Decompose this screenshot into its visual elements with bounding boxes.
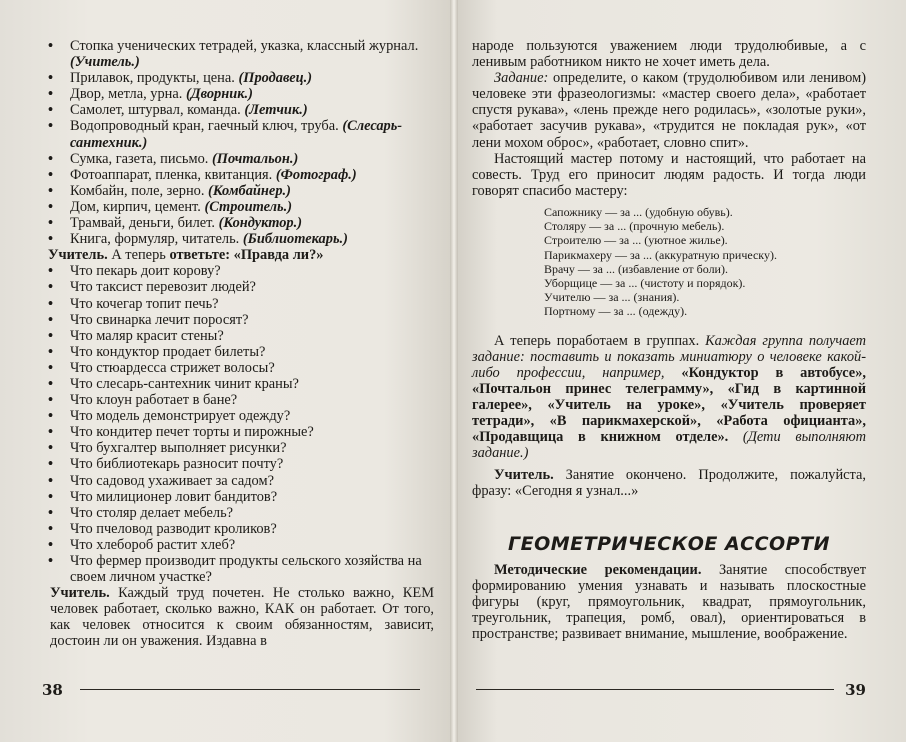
question-item: • Что фермер производит продукты сельского хозяйства на своем личном участке? <box>48 553 434 585</box>
list-item-text: Книга, формуляр, читатель. <box>70 231 243 248</box>
list-item <box>48 183 434 199</box>
thanks-item: Строителю — за ... (уютное жилье). <box>544 233 728 248</box>
list-item <box>48 167 434 183</box>
recommendations-paragraph <box>472 562 866 642</box>
question-item: • Что пчеловод разводит кроликов? <box>48 521 434 537</box>
ending-teacher-label: Учитель. <box>494 467 554 484</box>
thanks-item: Врачу — за ... (избавление от боли). <box>544 261 728 276</box>
list-item-answer: (Продавец.) <box>238 70 313 87</box>
list-item-answer: (Строитель.) <box>204 198 293 215</box>
list-item <box>48 151 434 167</box>
groups-paragraph <box>472 333 866 462</box>
thanks-item: Учителю — за ... (знания). <box>544 290 680 305</box>
right-page <box>452 0 906 742</box>
thanks-item: Сапожнику — за ... (удобную обувь). <box>544 204 733 219</box>
list-item-text: Фотоаппарат, пленка, квитанция. <box>70 166 276 183</box>
question-item: • Что столяр делает мебель? <box>48 505 434 521</box>
left-page <box>0 0 452 742</box>
question-item: • Что пекарь доит корову? <box>48 263 434 279</box>
ending-text: Занятие окончено. Продолжите, пожалуйста, фразу: «Сегодня я узнал...» <box>472 467 866 500</box>
closing-teacher-label: Учитель. <box>50 585 110 602</box>
list-item <box>48 38 434 70</box>
master-paragraph: Настоящий мастер потому и настоящий, что работает на совесть. Труд его приносит людям радость. И тогда люди говорят спасибо мастеру: <box>472 150 866 199</box>
list-item <box>48 86 434 102</box>
list-item-answer: (Летчик.) <box>244 102 308 119</box>
list-item-text: Трамвай, деньги, билет. <box>70 215 219 232</box>
question-item: • Что маляр красит стены? <box>48 328 434 344</box>
recommendations-label: Методические рекомендации. <box>494 561 702 578</box>
question-item: • Что кондуктор продает билеты? <box>48 344 434 360</box>
question-item: • Что кочегар топит печь? <box>48 296 434 312</box>
list-item <box>48 118 434 150</box>
list-item-answer: (Кондуктор.) <box>218 215 303 232</box>
list-item-answer: (Комбайнер.) <box>208 182 291 199</box>
question-item: • Что слесарь-сантехник чинит краны? <box>48 376 434 392</box>
task-paragraph <box>472 70 866 150</box>
continuation-text: народе пользуются уважением люди трудолюбивые, а с ленивым работником никто не хочет иметь дела. <box>472 38 866 71</box>
list-item-answer: (Учитель.) <box>70 54 140 71</box>
list-item-text: Стопка ученических тетрадей, указка, классный журнал. <box>70 38 419 54</box>
closing-text: Каждый труд почетен. Не столько важно, КЕМ человек работает, сколько важно, КАК он работает. От того, как человек относится к своим обязанностям, зависит, достоин ли он уважения. Издавна в <box>50 585 434 650</box>
list-item-text: Сумка, газета, письмо. <box>70 150 212 167</box>
list-item <box>48 199 434 215</box>
task-text: определите, о каком (трудолюбивом или ленивом) человеке эти фразеологизмы: «мастер своего дела», «работает спустя рукава», «лень прежде него родилась», «золотые руки», «работает засучив рукава», «трудится не покладая рук», «от лени мохом оброс», «работает, словно спит». <box>472 70 866 151</box>
groups-italic-end: (Дети выполняют задание.) <box>472 429 866 462</box>
thanks-item: Парикмахеру — за ... (аккуратную прическу). <box>544 247 777 262</box>
question-item: • Что стюардесса стрижет волосы? <box>48 360 434 376</box>
footer-rule-right <box>476 689 834 690</box>
list-item-answer: (Слесарь-сантехник.) <box>70 118 403 151</box>
list-item-answer: (Почтальон.) <box>211 150 299 167</box>
spacer <box>472 325 866 333</box>
list-item <box>48 231 434 247</box>
thanks-item: Портному — за ... (одежду). <box>544 304 688 319</box>
recommendations-text: Занятие способствует формированию умения узнавать и называть плоскостные фигуры (круг, прямоугольник, квадрат, прямоугольник, треугольник, трапеция, ромб, овал), ориентироваться в пространстве; развивает внимание, мышление, воображение. <box>472 561 866 642</box>
ending-paragraph <box>472 467 866 499</box>
list-item-text: Дом, кирпич, цемент. <box>70 198 205 215</box>
questions-list <box>48 263 434 585</box>
page-number-left: 38 <box>42 680 63 699</box>
footer-rule-left <box>80 689 420 690</box>
teacher-prompt <box>48 247 434 263</box>
question-item: • Что кондитер печет торты и пирожные? <box>48 424 434 440</box>
groups-text: А теперь поработаем в группах. <box>494 332 706 349</box>
question-item: • Что библиотекарь разносит почту? <box>48 456 434 472</box>
list-item-answer: (Фотограф.) <box>275 166 357 183</box>
list-item-text: Водопроводный кран, гаечный ключ, труба. <box>70 118 343 135</box>
question-item: • Что клоун работает в бане? <box>48 392 434 408</box>
list-item <box>48 215 434 231</box>
thanks-list <box>472 205 866 319</box>
list-item <box>48 70 434 86</box>
teacher-prompt-bold: ответьте: «Правда ли?» <box>169 247 324 264</box>
question-item: • Что модель демонстрирует одежду? <box>48 408 434 424</box>
list-item-answer: (Дворник.) <box>185 86 253 103</box>
question-item: • Что садовод ухаживает за садом? <box>48 473 434 489</box>
question-item: • Что бухгалтер выполняет рисунки? <box>48 440 434 456</box>
question-item: • Что таксист перевозит людей? <box>48 279 434 295</box>
thanks-item: Столяру — за ... (прочную мебель). <box>544 219 725 234</box>
question-item: • Что хлебороб растит хлеб? <box>48 537 434 553</box>
list-item-text: Двор, метла, урна. <box>70 86 186 103</box>
items-list <box>48 38 434 247</box>
list-item-text: Прилавок, продукты, цена. <box>70 70 239 87</box>
teacher-prompt-text: А теперь <box>107 247 170 264</box>
question-item: • Что свинарка лечит поросят? <box>48 312 434 328</box>
section-title: ГЕОМЕТРИЧЕСКОЕ АССОРТИ <box>508 532 830 555</box>
list-item-text: Комбайн, поле, зерно. <box>70 182 209 199</box>
teacher-label: Учитель. <box>48 247 108 264</box>
list-item <box>48 102 434 118</box>
book-gutter <box>450 0 458 742</box>
page-number-right: 39 <box>845 680 866 699</box>
closing-paragraph <box>48 585 434 649</box>
list-item-answer: (Библиотекарь.) <box>242 231 348 248</box>
groups-italic: Каждая группа получает задание: поставить и показать миниатюру о человеке какой-либо профессии, например, <box>472 332 866 381</box>
thanks-item: Уборщице — за ... (чистоту и порядок). <box>544 275 746 290</box>
task-label: Задание: <box>494 70 549 87</box>
groups-bold-list: «Кондуктор в автобусе», «Почтальон принес телеграмму», «Гид в картинной галерее», «Учитель на уроке», «Учитель проверяет тетради», «В парикмахерской», «Работа официанта», «Продавщица в книжном отделе». <box>472 364 866 446</box>
list-item-text: Самолет, штурвал, команда. <box>70 102 245 119</box>
question-item: • Что милиционер ловит бандитов? <box>48 489 434 505</box>
